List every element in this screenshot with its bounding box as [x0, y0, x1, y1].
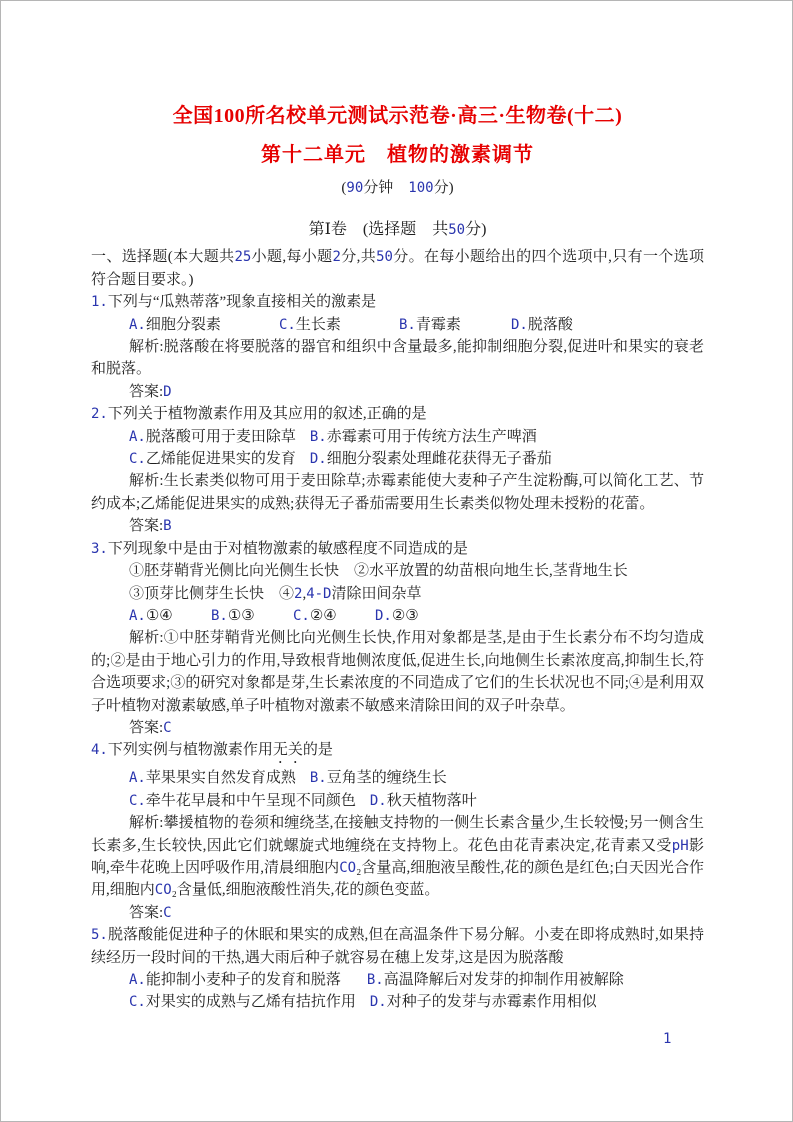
analysis-text: 解析:攀援植物的卷须和缠绕茎,在接触支持物的一侧生长素含量少,生长较慢;另一侧含生长素多,生长较快,因此它们就螺旋式地缠绕在支持物上。花色由花青素决定,花青素又受pH影响,牵牛花晚上因呼吸作用,清晨细胞内CO₂含量高,细胞液呈酸性,花的颜色是红色;白天因光合作用,细胞内CO₂含量低,细胞液酸性消失,花的颜色变蓝。: [91, 815, 704, 899]
question-flow: [91, 246, 704, 1013]
option-b: B.赤霉素可用于传统方法生产啤酒: [309, 428, 537, 445]
answer-text: 答案:B: [129, 518, 172, 535]
option-row: [91, 314, 704, 336]
option-c: C.牵牛花早晨和中午呈现不同颜色: [129, 792, 356, 809]
option-row: [91, 767, 704, 789]
doc-title-line1: 全国100所名校单元测试示范卷·高三·生物卷(十二): [172, 105, 623, 127]
answer-text: 答案:D: [129, 383, 172, 400]
option-a: A.能抑制小麦种子的发育和脱落: [129, 972, 341, 988]
option-row: [91, 969, 704, 991]
option-row: [91, 790, 704, 812]
stem-post: 的是: [302, 742, 333, 759]
option-d: D.细胞分裂素处理雌花获得无子番茄: [309, 451, 552, 468]
question-block-5: [91, 924, 704, 1014]
option-d: D.脱落酸: [511, 316, 573, 333]
question-block-1: [91, 291, 704, 403]
option-c: C.生长素: [279, 316, 341, 333]
answer-text: 答案:C: [129, 719, 172, 736]
question-block-4: [91, 739, 704, 924]
option-c: C.乙烯能促进果实的发育: [129, 451, 296, 468]
option-d: D.对种子的发芽与赤霉素作用相似: [369, 994, 597, 1011]
option-d: D.秋天植物落叶: [369, 792, 477, 809]
stem-emphasized: 无关: [272, 742, 303, 759]
section-intro: 一、选择题(本大题共25小题,每小题2分,共50分。在每小题给出的四个选项中,只有一个选项符合题目要求。): [91, 249, 704, 288]
question-stem: 5.脱落酸能促进种子的休眠和果实的成熟,但在高温条件下易分解。小麦在即将成熟时,如果持续经历一段时间的干热,遇大雨后种子就容易在穗上发芽,这是因为脱落酸: [91, 927, 704, 966]
part-title: 第Ⅰ卷 (选择题 共50分): [308, 221, 487, 238]
analysis-text: 解析:脱落酸在将要脱落的器官和组织中含量最多,能抑制细胞分裂,促进叶和果实的衰老和脱落。: [91, 339, 704, 378]
option-row: [91, 605, 704, 627]
question-block-3: [91, 538, 704, 740]
question-block-2: [91, 403, 704, 537]
doc-title-line2: 第十二单元 植物的激素调节: [261, 144, 534, 166]
option-a: A.细胞分裂素: [129, 316, 221, 333]
analysis-text: 解析:生长素类似物可用于麦田除草;赤霉素能使大麦种子产生淀粉酶,可以简化工艺、节约成本;乙烯能促进果实的成熟;获得无子番茄需要用生长素类似物处理未授粉的花蕾。: [91, 473, 704, 512]
question-stem: [91, 739, 704, 767]
option-a: A.①④: [129, 607, 173, 624]
time-score: (90分钟 100分): [341, 180, 454, 196]
question-stem: 3.下列现象中是由于对植物激素的敏感程度不同造成的是: [91, 540, 468, 557]
option-a: A.苹果果实自然发育成熟: [129, 770, 296, 787]
option-b: B.豆角茎的缠绕生长: [309, 770, 447, 787]
numbered-item-row: ③顶芽比侧芽生长快 ④2,4-D清除田间杂草: [129, 585, 422, 602]
option-c: C.②④: [293, 607, 337, 624]
option-b: B.青霉素: [399, 316, 461, 333]
page-number: 1: [663, 1031, 672, 1047]
option-c: C.对果实的成熟与乙烯有拮抗作用: [129, 994, 356, 1011]
option-row: [91, 448, 704, 470]
numbered-item-row: ①胚芽鞘背光侧比向光侧生长快 ②水平放置的幼苗根向地生长,茎背地生长: [129, 563, 628, 580]
option-a: A.脱落酸可用于麦田除草: [129, 428, 296, 445]
answer-text: 答案:C: [129, 904, 172, 921]
question-stem: 2.下列关于植物激素作用及其应用的叙述,正确的是: [91, 406, 427, 423]
analysis-text: 解析:①中胚芽鞘背光侧比向光侧生长快,作用对象都是茎,是由于生长素分布不均匀造成的;②是由于地心引力的作用,导致根背地侧浓度低,促进生长,向地侧生长素浓度高,抑制生长,符合选项要求;③的研究对象都是芽,生长素浓度的不同造成了它们的生长状况也不同;④是利用双子叶植物对激素敏感,单子叶植物对激素不敏感来清除田间的双子叶杂草。: [91, 630, 704, 714]
page-content: [91, 97, 704, 1014]
option-b: B.①③: [211, 607, 255, 624]
stem-pre: 4.下列实例与植物激素作用: [91, 742, 273, 759]
option-row: [91, 991, 704, 1013]
option-d: D.②③: [375, 607, 419, 624]
question-stem: 1.下列与“瓜熟蒂落”现象直接相关的激素是: [91, 294, 377, 311]
option-row: [91, 426, 704, 448]
option-b: B.高温降解后对发芽的抑制作用被解除: [366, 972, 624, 988]
